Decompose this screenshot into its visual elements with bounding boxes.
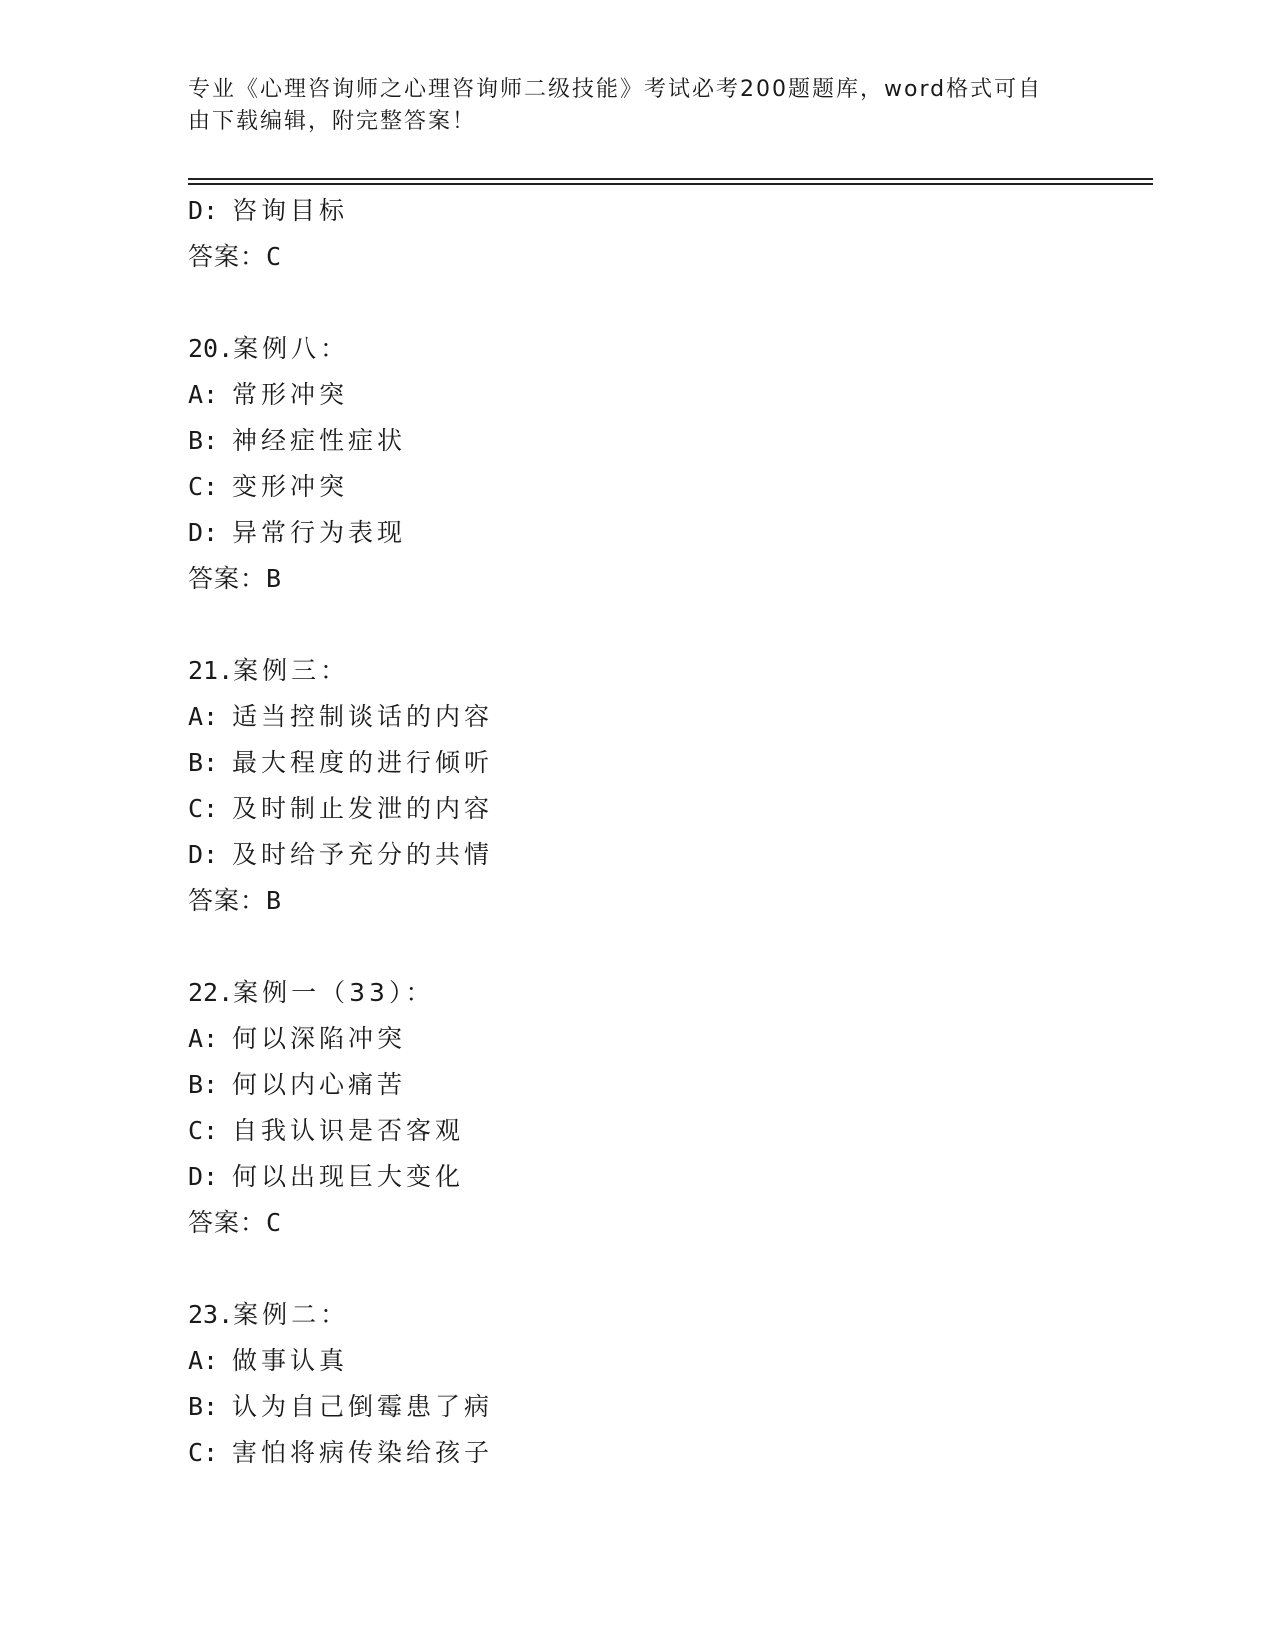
option-text: 变形冲突	[232, 472, 349, 501]
option-letter: A:	[188, 380, 219, 409]
option-row	[188, 464, 1148, 510]
option-row	[188, 1108, 1148, 1154]
document-header	[188, 74, 1068, 138]
option-text: 做事认真	[232, 1346, 349, 1375]
option-letter: D:	[188, 840, 219, 869]
spacer	[188, 280, 1148, 326]
option-text: 何以出现巨大变化	[232, 1162, 465, 1191]
option-text: 认为自己倒霉患了病	[232, 1392, 494, 1421]
option-row	[188, 188, 1148, 234]
option-letter: A:	[188, 1346, 219, 1375]
question-title	[188, 970, 1148, 1016]
question-title	[188, 326, 1148, 372]
option-letter: D:	[188, 518, 219, 547]
question-title	[188, 648, 1148, 694]
option-row	[188, 1430, 1148, 1476]
option-text: 最大程度的进行倾听	[232, 748, 494, 777]
spacer	[188, 602, 1148, 648]
answer-value: C	[266, 242, 283, 271]
option-row	[188, 372, 1148, 418]
option-letter: D:	[188, 196, 219, 225]
option-row	[188, 1384, 1148, 1430]
question-text: 案例一（33）：	[233, 978, 435, 1007]
option-letter: A:	[188, 1024, 219, 1053]
header-rule-bottom	[188, 183, 1153, 185]
header-line-2: 由下载编辑，附完整答案！	[188, 109, 477, 134]
question-title	[188, 1292, 1148, 1338]
question-text: 案例八：	[233, 334, 350, 363]
header-rule-top	[188, 178, 1153, 180]
spacer	[188, 1246, 1148, 1292]
option-row	[188, 832, 1148, 878]
answer-value: B	[266, 886, 283, 915]
question-number: 22.	[188, 978, 234, 1007]
option-letter: D:	[188, 1162, 219, 1191]
option-text: 及时给予充分的共情	[232, 840, 494, 869]
option-letter: A:	[188, 702, 219, 731]
option-text: 咨询目标	[232, 196, 349, 225]
answer-row	[188, 234, 1148, 280]
option-row	[188, 740, 1148, 786]
option-text: 自我认识是否客观	[232, 1116, 465, 1145]
answer-value: B	[266, 564, 283, 593]
answer-row	[188, 556, 1148, 602]
option-text: 异常行为表现	[232, 518, 407, 547]
answer-label: 答案：	[188, 886, 267, 915]
option-text: 何以内心痛苦	[232, 1070, 407, 1099]
option-letter: C:	[188, 1116, 219, 1145]
answer-value: C	[266, 1208, 283, 1237]
option-letter: B:	[188, 748, 219, 777]
question-number: 20.	[188, 334, 234, 363]
option-text: 适当控制谈话的内容	[232, 702, 494, 731]
option-letter: C:	[188, 1438, 219, 1467]
option-letter: C:	[188, 794, 219, 823]
option-row	[188, 1154, 1148, 1200]
option-row	[188, 418, 1148, 464]
answer-label: 答案：	[188, 1208, 267, 1237]
option-row	[188, 510, 1148, 556]
option-row	[188, 786, 1148, 832]
option-text: 常形冲突	[232, 380, 349, 409]
option-row	[188, 1062, 1148, 1108]
option-text: 神经症性症状	[232, 426, 407, 455]
answer-label: 答案：	[188, 242, 267, 271]
option-row	[188, 1338, 1148, 1384]
header-line-1: 专业《心理咨询师之心理咨询师二级技能》考试必考200题题库，word格式可自	[188, 77, 1043, 102]
question-list	[188, 188, 1148, 1476]
option-row	[188, 1016, 1148, 1062]
answer-row	[188, 878, 1148, 924]
option-letter: C:	[188, 472, 219, 501]
option-letter: B:	[188, 426, 219, 455]
option-letter: B:	[188, 1392, 219, 1421]
spacer	[188, 924, 1148, 970]
option-text: 何以深陷冲突	[232, 1024, 407, 1053]
answer-label: 答案：	[188, 564, 267, 593]
option-letter: B:	[188, 1070, 219, 1099]
question-text: 案例二：	[233, 1300, 350, 1329]
option-row	[188, 694, 1148, 740]
question-number: 23.	[188, 1300, 234, 1329]
question-number: 21.	[188, 656, 234, 685]
answer-row	[188, 1200, 1148, 1246]
question-text: 案例三：	[233, 656, 350, 685]
option-text: 及时制止发泄的内容	[232, 794, 494, 823]
option-text: 害怕将病传染给孩子	[232, 1438, 494, 1467]
